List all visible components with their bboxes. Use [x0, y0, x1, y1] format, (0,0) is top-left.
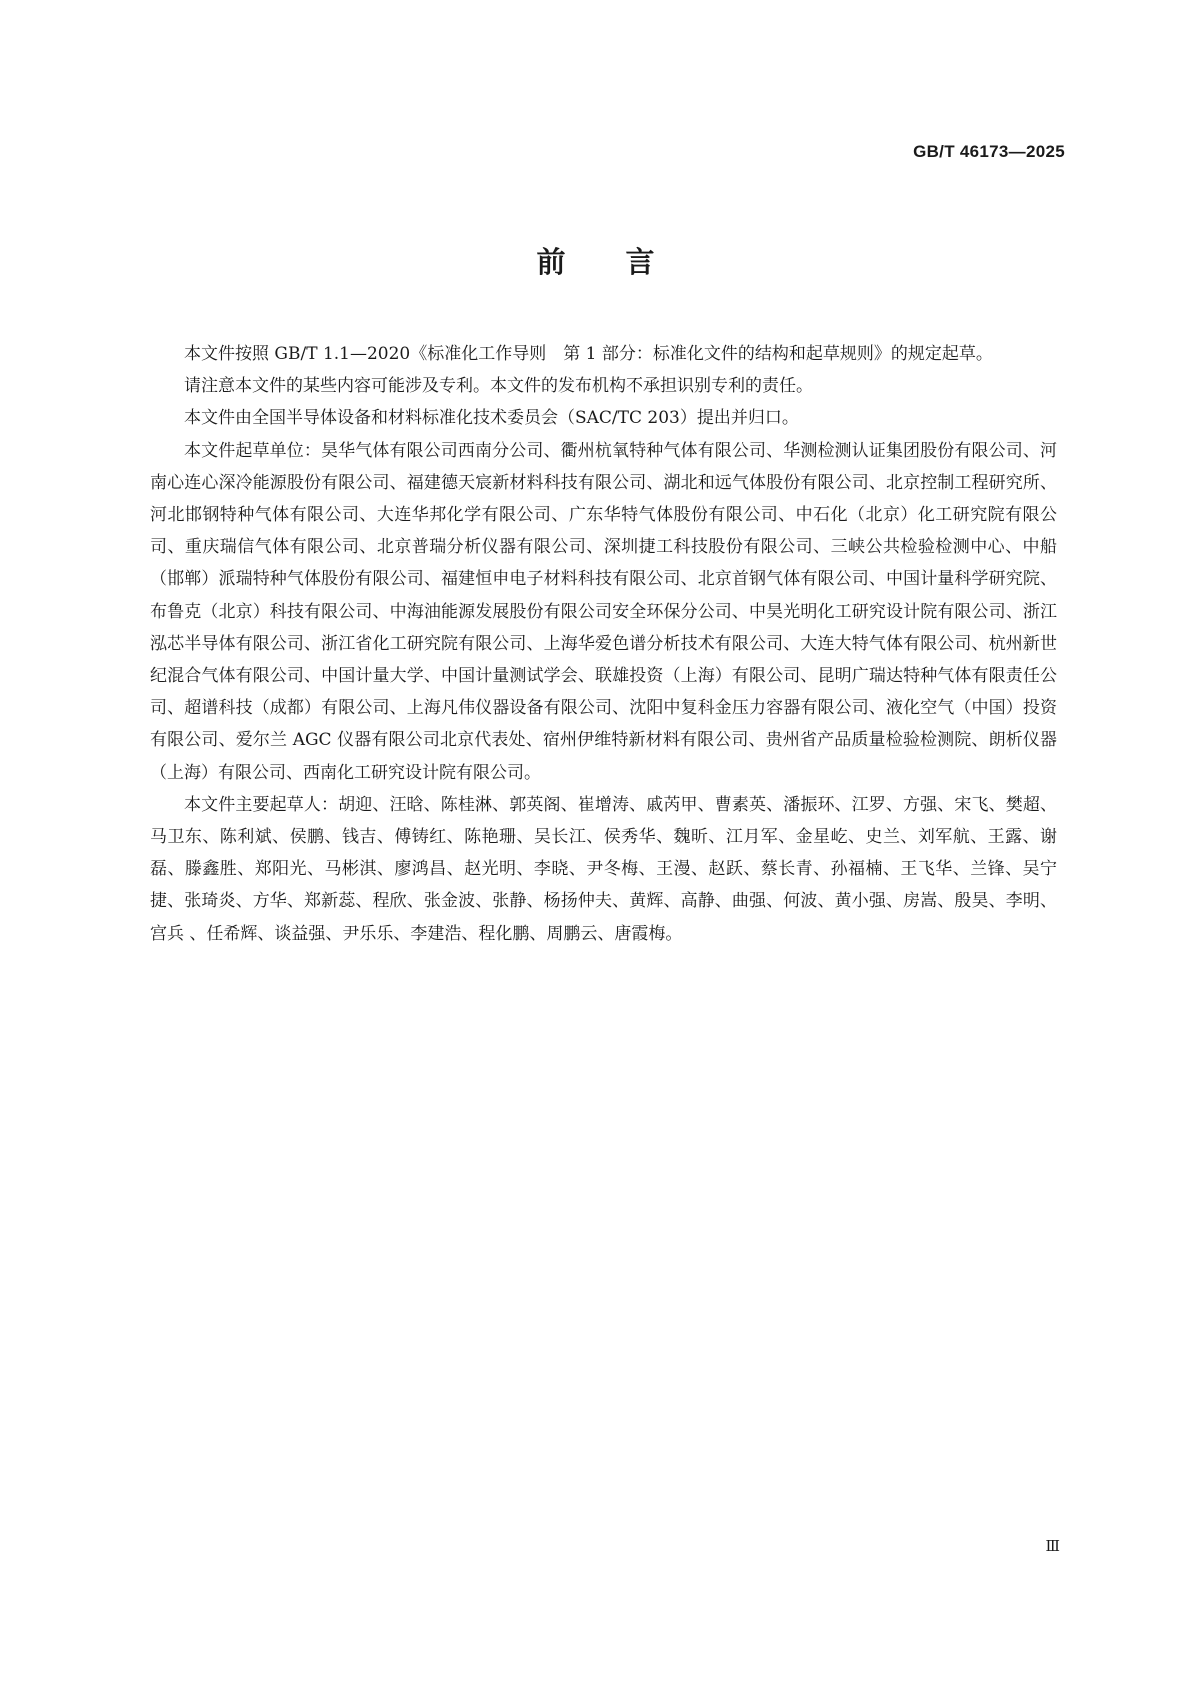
- page-title: 前言: [536, 245, 715, 279]
- drafters-paragraph: 本文件主要起草人：胡迎、汪晗、陈桂淋、郭英阁、崔增涛、戚芮甲、曹素英、潘振环、江罗、方强、宋飞、樊超、马卫东、陈利斌、侯鹏、钱吉、傅铸红、陈艳珊、吴长江、侯秀华、魏昕、江月军、金星屹、史兰、刘军航、王露、谢磊、滕鑫胜、郑阳光、马彬淇、廖鸿昌、赵光明、李晓、尹冬梅、王漫、赵跃、蔡长青、孙福楠、王飞华、兰锋、吴宁捷、张琦炎、方华、郑新蕊、程欣、张金波、张静、杨扬仲夫、黄辉、高静、曲强、何波、黄小强、房嵩、殷昊、李明、宫兵 、任希辉、谈益强、尹乐乐、李建浩、程化鹏、周鹏云、唐霞梅。: [150, 794, 1057, 944]
- patent-notice-paragraph: 请注意本文件的某些内容可能涉及专利。本文件的发布机构不承担识别专利的责任。: [184, 376, 813, 397]
- proposing-committee-paragraph: 本文件由全国半导体设备和材料标准化技术委员会（SAC/TC 203）提出并归口。: [184, 408, 799, 429]
- page-number: Ⅲ: [1045, 1537, 1060, 1555]
- drafting-organizations-paragraph: 本文件起草单位：昊华气体有限公司西南分公司、衢州杭氧特种气体有限公司、华测检测认证集团股份有限公司、河南心连心深冷能源股份有限公司、福建德天宸新材料科技有限公司、湖北和远气体股份有限公司、北京控制工程研究所、河北邯钢特种气体有限公司、大连华邦化学有限公司、广东华特气体股份有限公司、中石化（北京）化工研究院有限公司、重庆瑞信气体有限公司、北京普瑞分析仪器有限公司、深圳捷工科技股份有限公司、三峡公共检验检测中心、中船（邯郸）派瑞特种气体股份有限公司、福建恒申电子材料科技有限公司、北京首钢气体有限公司、中国计量科学研究院、布鲁克（北京）科技有限公司、中海油能源发展股份有限公司安全环保分公司、中昊光明化工研究设计院有限公司、浙江泓芯半导体有限公司、浙江省化工研究院有限公司、上海华爱色谱分析技术有限公司、大连大特气体有限公司、杭州新世纪混合气体有限公司、中国计量大学、中国计量测试学会、联雄投资（上海）有限公司、昆明广瑞达特种气体有限责任公司、超谱科技（成都）有限公司、上海凡伟仪器设备有限公司、沈阳中复科金压力容器有限公司、液化空气（中国）投资有限公司、爱尔兰 AGC 仪器有限公司北京代表处、宿州伊维特新材料有限公司、贵州省产品质量检验检测院、朗析仪器（上海）有限公司、西南化工研究设计院有限公司。: [150, 440, 1057, 783]
- standard-number: GB/T 46173—2025: [913, 142, 1065, 161]
- foreword-body: [150, 338, 1057, 950]
- drafting-rules-paragraph: 本文件按照 GB/T 1.1—2020《标准化工作导则 第 1 部分：标准化文件的结构和起草规则》的规定起草。: [184, 344, 993, 364]
